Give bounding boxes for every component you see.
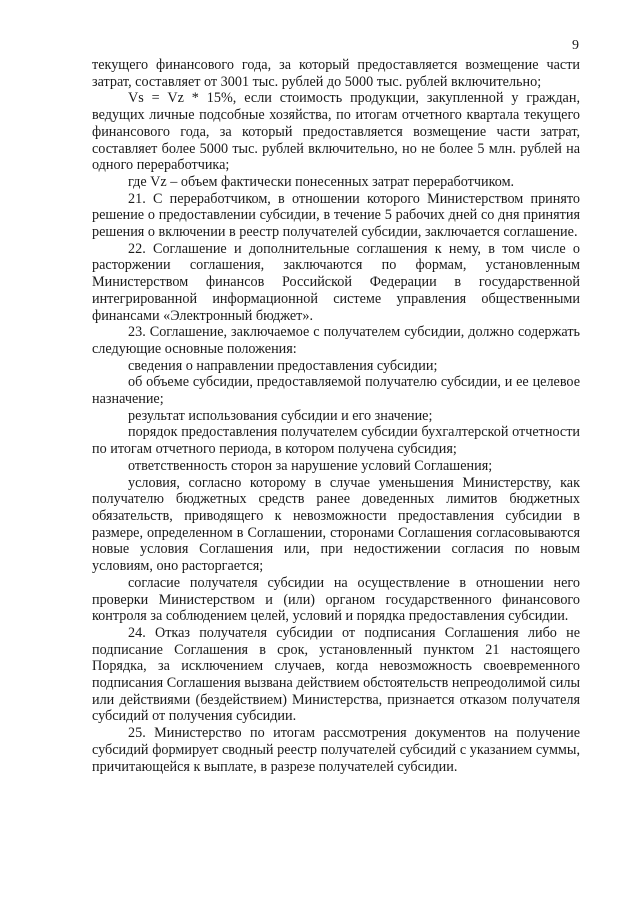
paragraph: 22. Соглашение и дополнительные соглашения к нему, в том числе о расторжении соглашения, заключаются по формам, установленным Министерством финансов Российской Федерации в государственной интегрированной информационной системе управления общественными финансами «Электронный бюджет». (92, 240, 580, 324)
list-item: об объеме субсидии, предоставляемой получателю субсидии, и ее целевое назначение; (92, 374, 580, 408)
paragraph: 24. Отказ получателя субсидии от подписания Соглашения либо не подписание Соглашения в срок, установленный пунктом 21 настоящего Порядка, за исключением случаев, когда невозможность своевременного подписания Соглашения вызвана действием обстоятельств непреодолимой силы или действиями (бездействием) Министерства, признается отказом получателя субсидий от получения субсидии. (92, 624, 580, 725)
page-number: 9 (572, 38, 579, 53)
paragraph: 21. С переработчиком, в отношении которого Министерством принято решение о предоставлении субсидии, в течение 5 рабочих дней со дня принятия решения о включении в реестр получателей субсидии, заключается соглашение. (92, 190, 580, 241)
list-item: условия, согласно которому в случае уменьшения Министерству, как получателю бюджетных средств ранее доведенных лимитов бюджетных обязательств, приводящего к невозможности предоставления субсидии в размере, определенном в Соглашении, сторонами Соглашения согласовываются новые условия Соглашения или, при недостижении согласия по новым условиям, оно расторгается; (92, 474, 580, 575)
list-item: результат использования субсидии и его значение; (128, 407, 433, 424)
list-item: порядок предоставления получателем субсидии бухгалтерской отчетности по итогам отчетного периода, в котором получена субсидия; (92, 424, 580, 458)
paragraph: текущего финансового года, за который предоставляется возмещение части затрат, составляет от 3001 тыс. рублей до 5000 тыс. рублей включительно; (92, 57, 580, 90)
paragraph: Vs = Vz * 15%, если стоимость продукции, закупленной у граждан, ведущих личные подсобные хозяйства, по итогам отчетного квартала текущего финансового года, за который предоставляется возмещение части затрат, составляет более 5000 тыс. рублей включительно, но не более 5 млн. рублей на одного переработчика; (92, 90, 580, 174)
list-item: согласие получателя субсидии на осуществление в отношении него проверки Министерством и (или) органом государственного финансового контроля за соблюдением целей, условий и порядка предоставления субсидии. (92, 574, 580, 625)
paragraph: где Vz – объем фактически понесенных затрат переработчиком. (128, 173, 515, 190)
list-item: сведения о направлении предоставления субсидии; (128, 357, 438, 374)
list-item: ответственность сторон за нарушение условий Соглашения; (128, 457, 493, 474)
document-body (92, 57, 580, 775)
paragraph: 23. Соглашение, заключаемое с получателем субсидии, должно содержать следующие основные положения: (92, 324, 580, 357)
paragraph: 25. Министерство по итогам рассмотрения документов на получение субсидий формирует сводный реестр получателей субсидий с указанием суммы, причитающейся к выплате, в разрезе получателей субсидии. (92, 725, 580, 775)
